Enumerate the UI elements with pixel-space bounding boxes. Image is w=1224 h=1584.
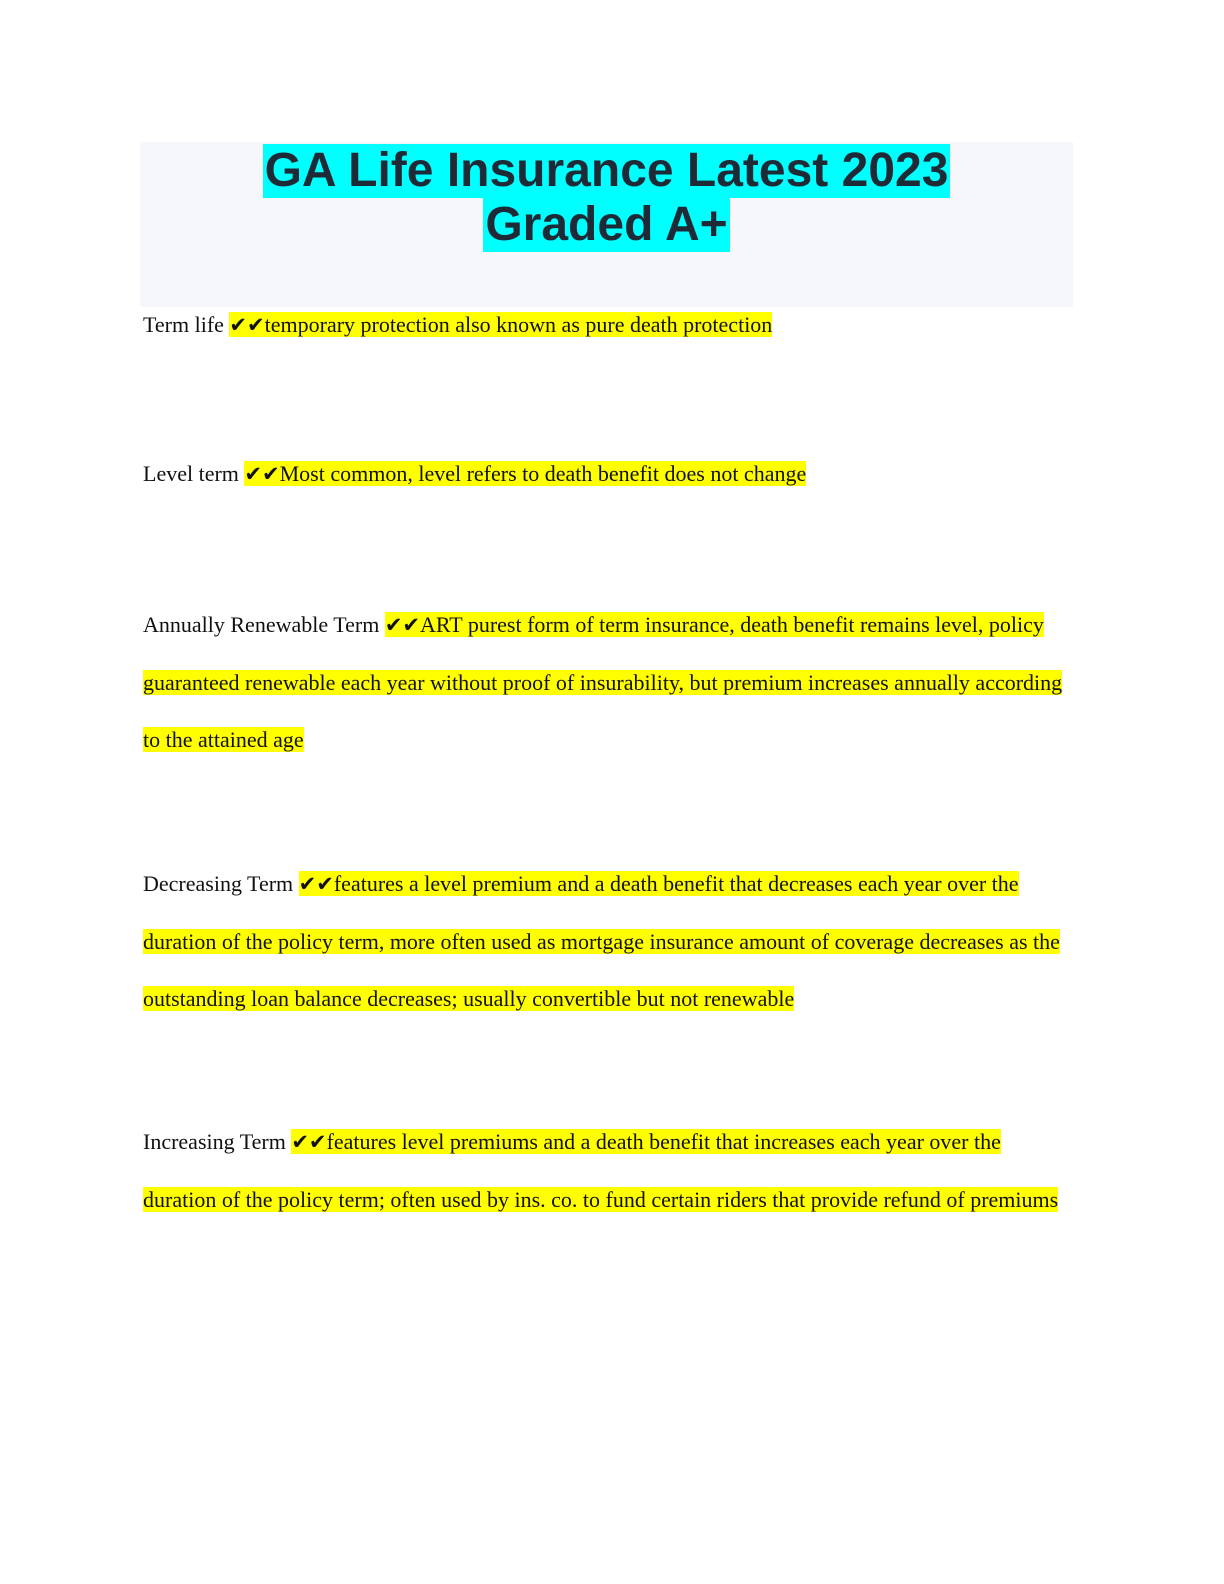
double-check-icon: ✔✔ xyxy=(298,872,334,896)
double-check-icon: ✔✔ xyxy=(384,613,421,637)
entry-term: Term life xyxy=(143,312,224,337)
entry-term: Increasing Term xyxy=(143,1129,286,1154)
entry-term: Level term xyxy=(143,461,239,486)
title-banner xyxy=(140,142,1073,307)
double-check-icon: ✔✔ xyxy=(229,313,265,337)
entry-definition: features level premiums and a death benefit that increases each year over the duration of the policy term; often used by ins. co. to fund certain riders that provide refund of premiums xyxy=(143,1129,1059,1212)
entry-term: Annually Renewable Term xyxy=(143,612,380,637)
page-title-line-1: GA Life Insurance Latest 2023 xyxy=(264,144,949,197)
entry-increasing-term xyxy=(143,1113,1073,1228)
entry-definition: temporary protection also known as pure death protection xyxy=(264,312,773,337)
entry-definition: Most common, level refers to death benefit does not change xyxy=(279,461,807,486)
entry-decreasing-term xyxy=(143,855,1073,1027)
double-check-icon: ✔✔ xyxy=(291,1130,327,1154)
entry-definition: ART purest form of term insurance, death benefit remains level, policy guaranteed renewable each year without proof of insurability, but premium increases annually according to the attained age xyxy=(143,612,1063,752)
entry-annually-renewable-term xyxy=(143,596,1073,768)
double-check-icon: ✔✔ xyxy=(244,462,280,486)
page-title-line-2: Graded A+ xyxy=(485,198,728,251)
entry-term-life xyxy=(143,296,1073,354)
entry-definition: features a level premium and a death benefit that decreases each year over the duration of the policy term, more often used as mortgage insurance amount of coverage decreases as the outstanding loan balance decreases; usually convertible but not renewable xyxy=(143,871,1060,1011)
entry-term: Decreasing Term xyxy=(143,871,294,896)
entry-level-term xyxy=(143,445,1073,503)
